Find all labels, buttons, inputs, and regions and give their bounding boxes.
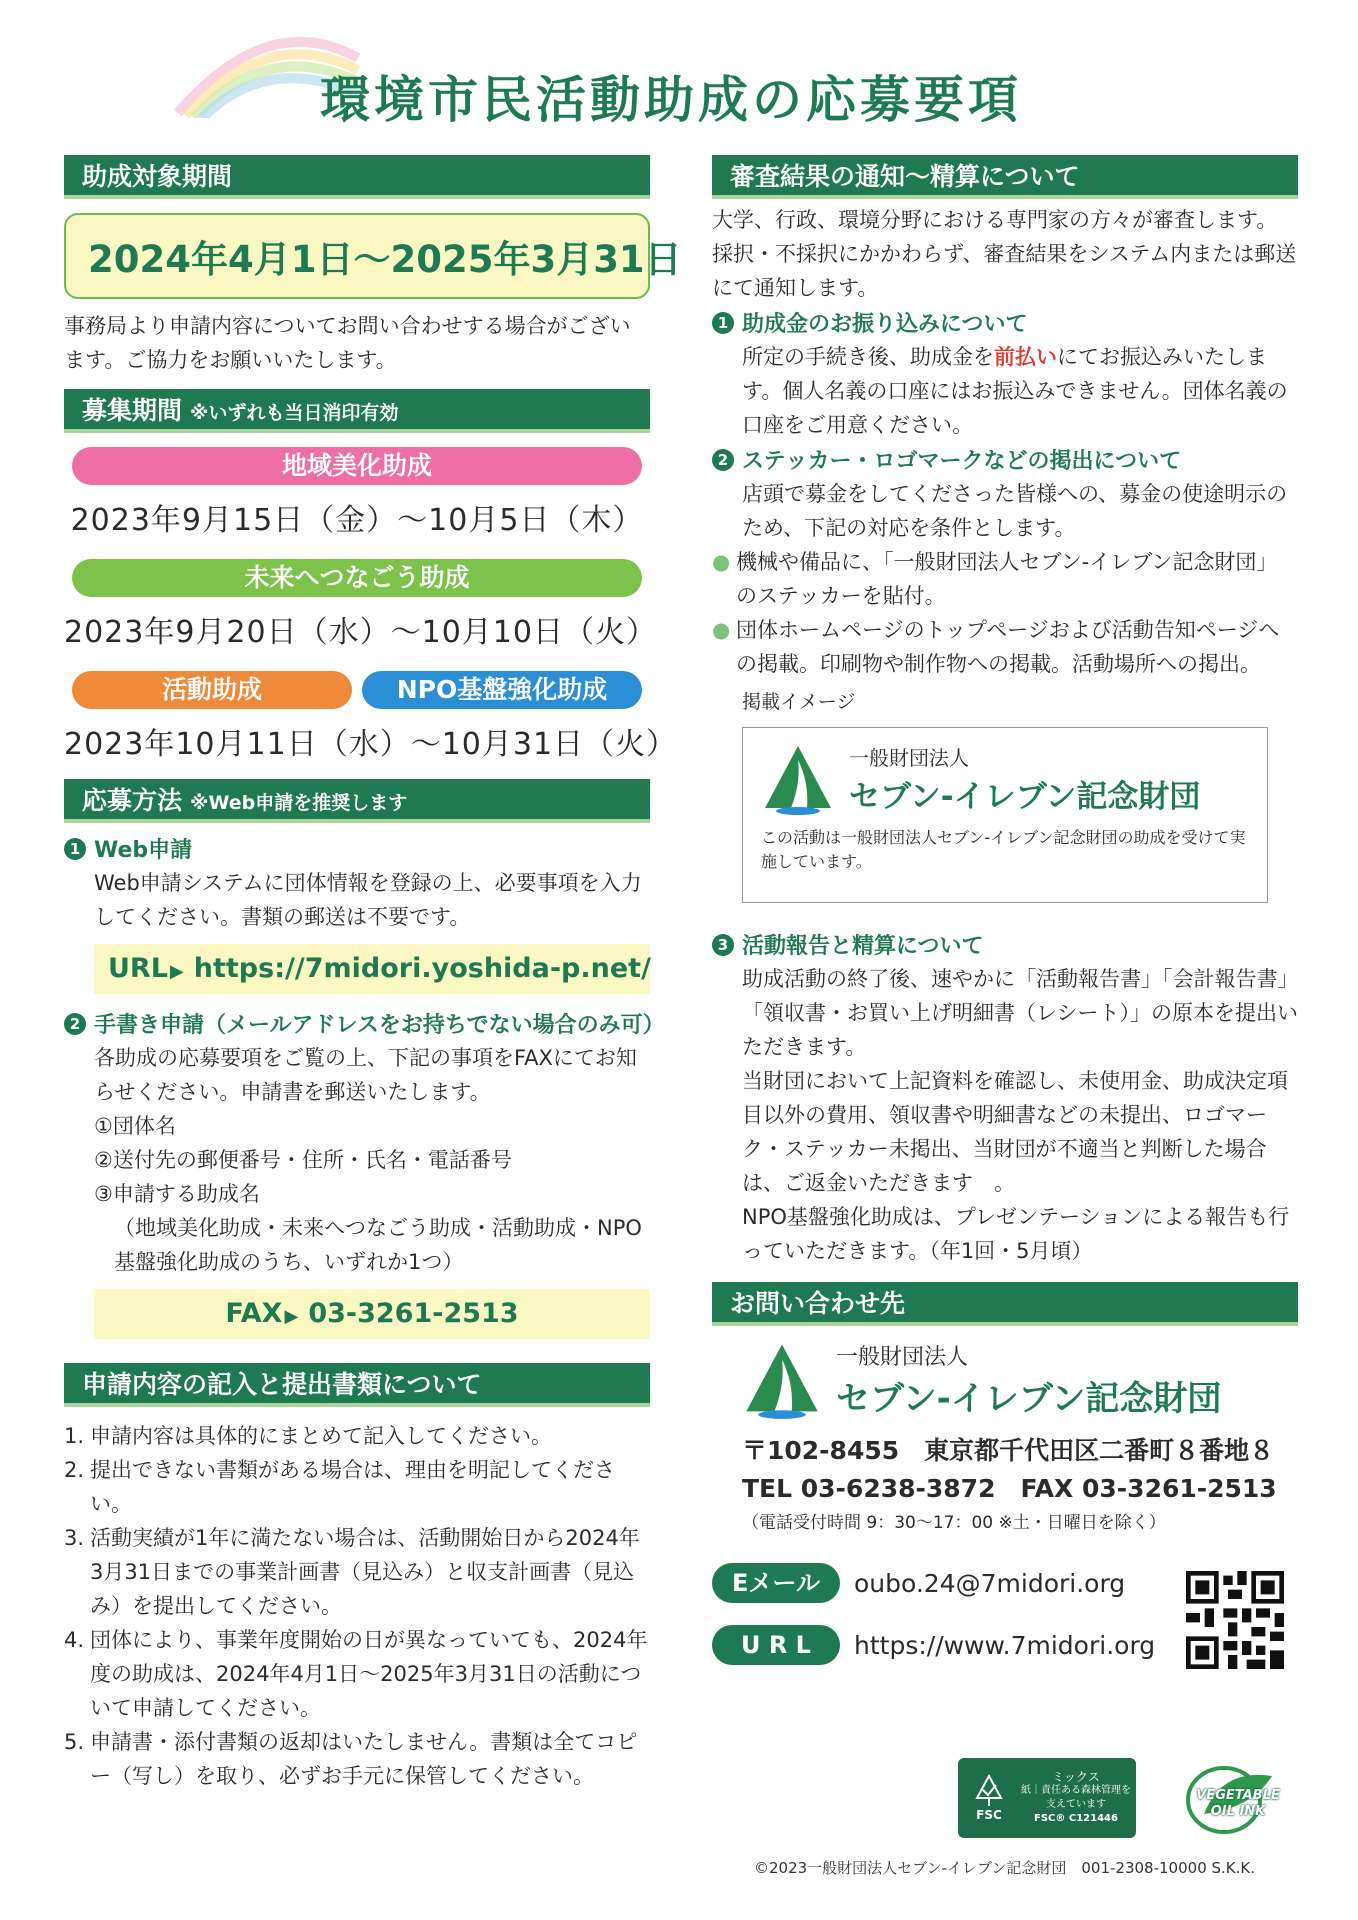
image-label: 掲載イメージ <box>742 691 856 713</box>
org-line-1: 一般財団法人 <box>836 1345 969 1370</box>
list-item: 2. 提出できない書類がある場合は、理由を明記してください。 <box>64 1458 615 1516</box>
s2-text: 店頭で募金をしてくださった皆様への、募金の使途明示のため、下記の対応を条件とします。 <box>742 482 1288 540</box>
list-item: 3. 活動実績が1年に満たない場合は、活動開始日から2024年3月31日までの事業計画書（見込み）と収支計画書（見込み）を提出してください。 <box>64 1526 640 1618</box>
page-title: 環境市民活動助成の応募要項 <box>320 71 1022 129</box>
number-1-icon: 1 <box>64 838 86 860</box>
logo-line-2: セブン-イレブン記念財団 <box>849 779 1201 815</box>
org-line-2: セブン-イレブン記念財団 <box>836 1379 1222 1419</box>
docs-list <box>64 1419 650 1793</box>
hand-item-3: ③申請する助成名 <box>94 1182 260 1206</box>
list-item: 4. 団体により、事業年度開始の日が異なっていても、2024年度の助成は、2024年4月1日〜2025年3月31日の活動について申請してください。 <box>64 1628 648 1720</box>
web-apply-title-text: Web申請 <box>94 838 193 863</box>
hand-apply-title <box>64 1008 665 1039</box>
s2-bullet-2: ● 団体ホームページのトップページおよび活動告知ページへの掲載。印刷物や制作物への掲載。活動場所への掲出。 <box>712 613 1298 681</box>
fsc-mark <box>958 1758 1136 1838</box>
hand-apply-text: 各助成の応募要項をご覧の上、下記の事項をFAXにてお知らせください。申請書を郵送いたします。 <box>94 1046 637 1104</box>
period-note: 事務局より申請内容についてお問い合わせする場合がございます。ご協力をお願いいたします。 <box>64 314 631 372</box>
grant34-dates: 2023年10月11日（水）〜10月31日（火） <box>64 727 678 762</box>
fsc-label: FSC <box>976 1808 1002 1822</box>
s1-title <box>712 307 1298 338</box>
recruit-note: ※いずれも当日消印有効 <box>190 402 399 424</box>
s2-title <box>712 444 1298 475</box>
number-1-icon: 1 <box>712 312 734 334</box>
apply-header-label: 応募方法 <box>82 786 183 815</box>
fsc-text: 紙｜責任ある森林管理を支えています <box>1021 1785 1131 1810</box>
s3-title-text: 活動報告と精算について <box>742 934 984 959</box>
number-2-icon: 2 <box>712 449 734 471</box>
s2-bullet-1: ● 機械や備品に、「一般財団法人セブン-イレブン記念財団」のステッカーを貼付。 <box>712 545 1298 613</box>
email-address[interactable]: oubo.24@7midori.org <box>854 1568 1126 1598</box>
play-arrow-icon: ▶ <box>169 961 184 982</box>
review-header: 審査結果の通知〜精算について <box>712 155 1298 199</box>
web-apply-title <box>64 833 650 864</box>
address: 〒102-8455 東京都千代田区二番町８番地８ <box>742 1436 1275 1465</box>
fax-number: 03-3261-2513 <box>308 1298 519 1329</box>
recruit-header <box>64 389 650 433</box>
s1-title-text: 助成金のお振り込みについて <box>742 312 1028 337</box>
apply-note: ※Web申請を推奨します <box>190 792 408 814</box>
web-apply-text: Web申請システムに団体情報を登録の上、必要事項を入力してください。書類の郵送は不要です。 <box>94 871 642 929</box>
s3-title <box>712 929 1298 960</box>
s3-text-1: 助成活動の終了後、速やかに「活動報告書」「会計報告書」「領収書・お買い上げ明細書（レシート）」の原本を提出いただきます。 <box>742 967 1298 1059</box>
vegetable-oil-ink-mark <box>1182 1758 1294 1838</box>
number-3-icon: 3 <box>712 934 734 956</box>
grant-pill-future: 未来へつなごう助成 <box>72 559 642 597</box>
footer-copyright: ©2023一般財団法人セブン-イレブン記念財団 001-2308-10000 S.K.K. <box>754 1859 1256 1877</box>
logo-sample-box <box>742 727 1268 903</box>
bullet-icon: ● <box>712 618 731 642</box>
url-tag: U R L <box>712 1625 840 1665</box>
website-url[interactable]: https://www.7midori.org <box>854 1630 1156 1660</box>
right-column <box>712 155 1298 1665</box>
phone-hours: （電話受付時間 9：30〜17：00 ※土・日曜日を除く） <box>742 1513 1166 1533</box>
docs-header: 申請内容の記入と提出書類について <box>64 1363 650 1407</box>
recruit-header-label: 募集期間 <box>82 396 183 425</box>
fax-label: FAX <box>225 1298 283 1329</box>
number-2-icon: 2 <box>64 1013 86 1035</box>
grant-pill-activity: 活動助成 <box>72 671 352 709</box>
url-label: URL <box>108 953 168 984</box>
apply-header <box>64 779 650 823</box>
s1-text: 所定の手続き後、助成金を前払いにてお振込みいたします。個人名義の口座にはお振込みできません。団体名義の口座をご用意ください。 <box>742 345 1288 437</box>
bullet-icon: ● <box>712 550 731 574</box>
grant-pill-npo: NPO基盤強化助成 <box>362 671 642 709</box>
foundation-logo-icon <box>761 742 835 816</box>
prepayment-highlight: 前払い <box>994 345 1057 369</box>
play-arrow-icon: ▶ <box>284 1306 299 1327</box>
left-column <box>64 155 682 1793</box>
grant-period: 2024年4月1日〜2025年3月31日 <box>64 213 650 299</box>
hand-item-1: ①団体名 <box>94 1114 176 1138</box>
image-caption: この活動は一般財団法人セブン-イレブン記念財団の助成を受けて実施しています。 <box>761 828 1246 871</box>
grant-pill-beautification: 地域美化助成 <box>72 447 642 485</box>
fax-box <box>94 1289 650 1339</box>
hand-apply-title-text: 手書き申請（メールアドレスをお持ちでない場合のみ可） <box>94 1013 665 1038</box>
foundation-logo-icon <box>742 1340 822 1420</box>
hand-item-3-note: （地域美化助成・未来へつなごう助成・活動助成・NPO基盤強化助成のうち、いずれか1つ） <box>114 1216 642 1274</box>
tel-fax: TEL 03-6238-3872 FAX 03-3261-2513 <box>742 1474 1277 1503</box>
s3-text-2: 当財団において上記資料を確認し、未使用金、助成決定項目以外の費用、領収書や明細書などの未提出、ロゴマーク・ステッカー未掲出、当財団が不適当と判断した場合は、ご返金いただきます 。 <box>742 1069 1288 1195</box>
logo-line-1: 一般財団法人 <box>849 746 969 770</box>
veg-ink-text: VEGETABLE OIL INK <box>1196 1788 1280 1819</box>
s2-title-text: ステッカー・ロゴマークなどの掲出について <box>742 449 1182 474</box>
review-text: 大学、行政、環境分野における専門家の方々が審査します。採択・不採択にかかわらず、審査結果をシステム内または郵送にて通知します。 <box>712 208 1297 300</box>
email-tag: Eメール <box>712 1563 840 1603</box>
url-box[interactable] <box>94 944 650 994</box>
hand-item-2: ②送付先の郵便番号・住所・氏名・電話番号 <box>94 1148 512 1172</box>
period-header: 助成対象期間 <box>64 155 650 199</box>
list-item: 5. 申請書・添付書類の返却はいたしません。書類は全てコピー（写し）を取り、必ずお手元に保管してください。 <box>64 1730 638 1788</box>
list-item: 1. 申請内容は具体的にまとめて記入してください。 <box>64 1424 552 1448</box>
contact-header: お問い合わせ先 <box>712 1282 1298 1326</box>
tree-check-icon <box>974 1774 1004 1808</box>
s3-text-3: NPO基盤強化助成は、プレゼンテーションによる報告も行っていただきます。（年1回・5月頃） <box>742 1205 1290 1263</box>
fsc-mix: ミックス <box>1052 1770 1100 1784</box>
fsc-code: FSC® C121446 <box>1034 1813 1118 1824</box>
grant1-dates: 2023年9月15日（金）〜10月5日（木） <box>70 503 644 538</box>
web-apply-url[interactable]: https://7midori.yoshida-p.net/ <box>193 953 651 984</box>
qr-code-icon[interactable] <box>1186 1571 1284 1669</box>
grant2-dates: 2023年9月20日（水）〜10月10日（火） <box>64 615 657 650</box>
